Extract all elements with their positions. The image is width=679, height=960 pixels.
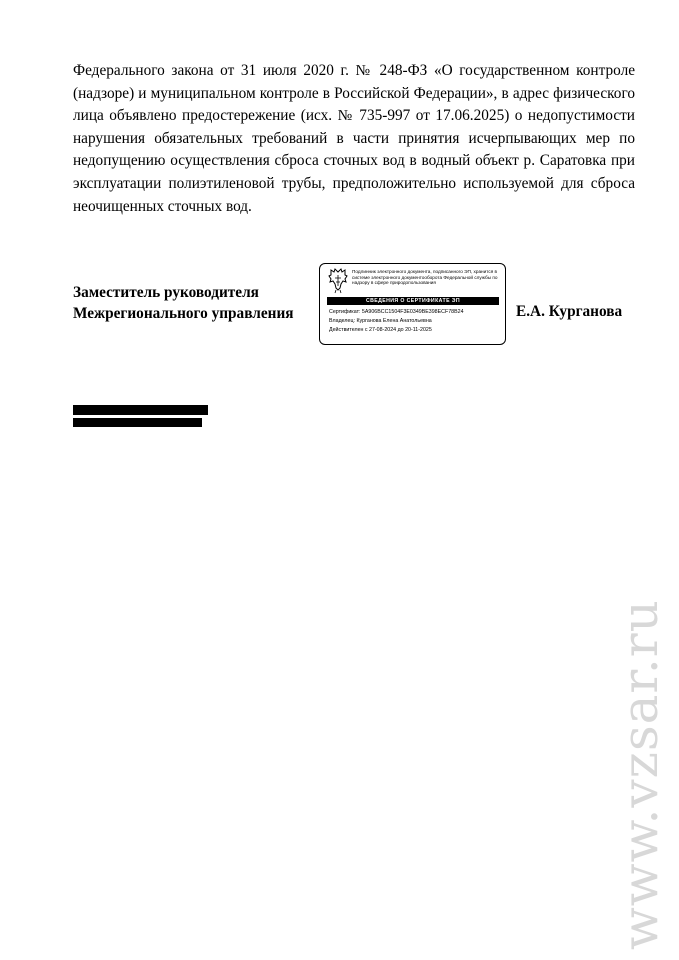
watermark: www.vzsar.ru (611, 599, 669, 950)
stamp-validity: Действителен с 27-08-2024 до 20-11-2025 (329, 327, 432, 333)
signatory-position (73, 283, 294, 324)
redaction-bar (73, 405, 208, 415)
redaction-bar (73, 418, 202, 427)
electronic-signature-stamp (319, 263, 506, 345)
signatory-name: Е.А. Курганова (516, 303, 623, 320)
stamp-note: Подлинник электронного документа, подписанного ЭП, хранится в системе электронного документооборота Федеральной службы по надзору в сфере природопользования (352, 269, 498, 286)
signatory-position-line-2: Межрегионального управления (73, 304, 294, 322)
signatory-position-line-1: Заместитель руководителя (73, 284, 259, 301)
double-headed-eagle-emblem-icon (328, 268, 348, 294)
stamp-certificate: Сертификат: 5A906BCC1504F3E0349BE398ECF78B24 (329, 309, 464, 315)
body-paragraph: Федерального закона от 31 июля 2020 г. № 248-ФЗ «О государственном контроле (надзоре) и муниципальном контроле в Российской Федерации», в адрес физического лица объявлено предостережение (исх. № 735-997 от 17.06.2025) о недопустимости нарушения обязательных требований в части принятия исчерпывающих мер по недопущению осуществления сброса сточных вод в водный объект р. Саратовка при эксплуатации полиэтиленовой трубы, предположительно используемой для сброса неочищенных сточных вод. (73, 62, 635, 215)
stamp-owner: Владелец: Курганова Елена Анатольевна (329, 318, 432, 324)
stamp-header: СВЕДЕНИЯ О СЕРТИФИКАТЕ ЭП (327, 297, 499, 305)
